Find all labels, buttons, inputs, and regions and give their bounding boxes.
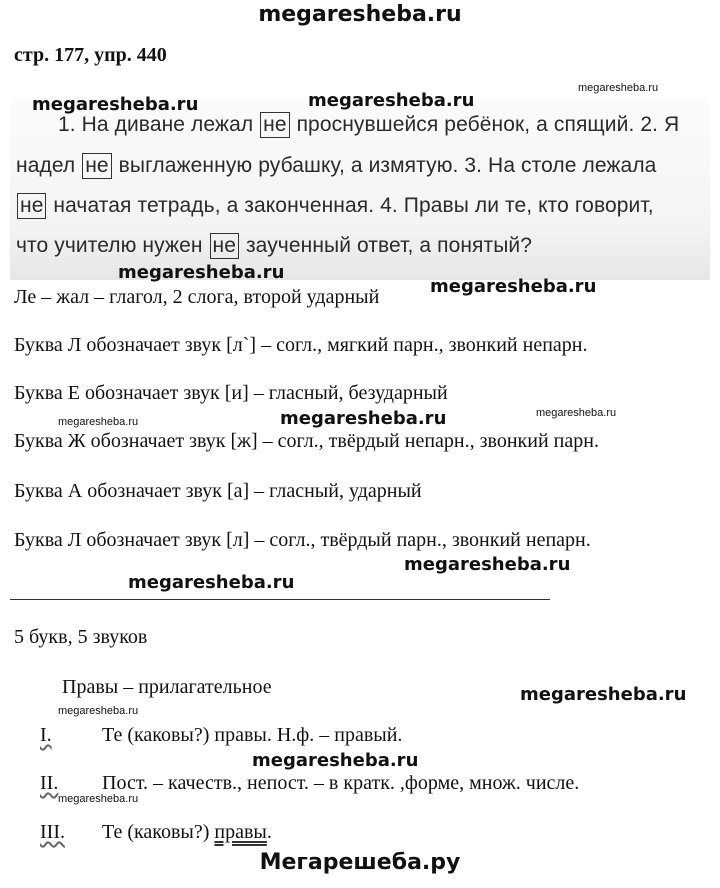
- parse-item-number: I.: [40, 724, 52, 746]
- boxed-particle: не: [210, 233, 239, 259]
- boxed-particle: не: [82, 153, 111, 179]
- watermark: megaresheba.ru: [58, 705, 139, 717]
- parse-item-number: III.: [40, 821, 65, 843]
- watermark: megaresheba.ru: [308, 90, 475, 111]
- site-footer-watermark: Мегарешеба.ру: [259, 850, 461, 875]
- watermark: megaresheba.ru: [520, 684, 687, 705]
- page-reference: стр. 177, упр. 440: [14, 44, 167, 66]
- watermark: megaresheba.ru: [118, 262, 285, 283]
- analysis-line-3: Буква Е обозначает звук [и] – гласный, безударный: [14, 382, 448, 404]
- watermark: megaresheba.ru: [280, 408, 447, 429]
- watermark: megaresheba.ru: [578, 82, 659, 94]
- boxed-particle: не: [260, 112, 289, 138]
- watermark: megaresheba.ru: [58, 793, 139, 805]
- analysis-line-5: Буква А обозначает звук [а] – гласный, ударный: [14, 480, 422, 502]
- watermark: megaresheba.ru: [536, 407, 617, 419]
- exercise-line-1: 1. На диване лежал не проснувшейся ребёнок, а спящий. 2. Я: [58, 113, 680, 136]
- boxed-particle: не: [17, 193, 46, 219]
- watermark: megaresheba.ru: [128, 572, 295, 593]
- analysis-line-6: Буква Л обозначает звук [л] – согл., твёрдый парн., звонкий непарн.: [14, 529, 591, 551]
- underlined-predicate: правы: [214, 821, 267, 843]
- parse-title: Правы – прилагательное: [62, 676, 272, 698]
- watermark: megaresheba.ru: [430, 276, 597, 297]
- watermark: megaresheba.ru: [252, 750, 419, 771]
- parse-item-text: Пост. – качеств., непост. – в кратк. ,форме, множ. числе.: [102, 772, 580, 794]
- site-header-watermark: megaresheba.ru: [258, 2, 462, 27]
- exercise-line-3: не начатая тетрадь, а законченная. 4. Правы ли те, кто говорит,: [16, 193, 654, 219]
- watermark: megaresheba.ru: [404, 554, 571, 575]
- watermark: megaresheba.ru: [58, 416, 139, 428]
- divider: [10, 599, 550, 600]
- analysis-line-2: Буква Л обозначает звук [л`] – согл., мягкий парн., звонкий непарн.: [14, 334, 588, 356]
- exercise-line-2: надел не выглаженную рубашку, а измятую. 3. На столе лежала: [16, 154, 657, 177]
- letter-sound-count: 5 букв, 5 звуков: [14, 626, 148, 648]
- analysis-line-1: Ле – жал – глагол, 2 слога, второй ударный: [14, 286, 380, 308]
- parse-item-text: Те (каковы?) правы. Н.ф. – правый.: [102, 724, 403, 746]
- watermark: megaresheba.ru: [32, 94, 199, 115]
- parse-item-number: II.: [40, 772, 59, 794]
- exercise-scan: [10, 98, 710, 280]
- analysis-line-4: Буква Ж обозначает звук [ж] – согл., твёрдый непарн., звонкий парн.: [14, 430, 599, 452]
- exercise-line-4: что учителю нужен не заученный ответ, а понятый?: [16, 234, 533, 257]
- parse-item-text: Те (каковы?) правы.: [102, 821, 272, 843]
